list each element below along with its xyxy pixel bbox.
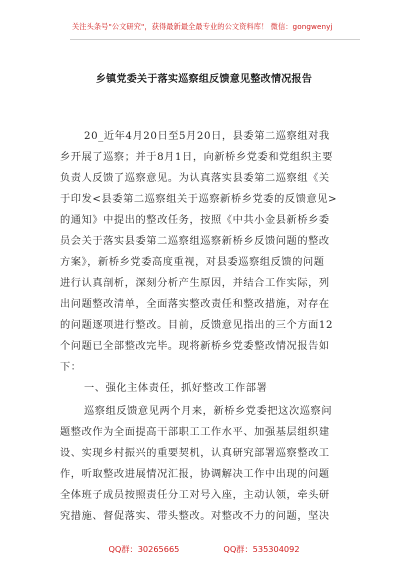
header-divider [70, 39, 360, 40]
paragraph-line-3: 负责人反馈了巡察意见。为认真落实县委第二巡察组《关 [60, 173, 330, 184]
paragraph-line-5: 的通知》中提出的整改任务，按照《中共小金县新桥乡委 [60, 215, 330, 226]
paragraph-line-12: 下： [60, 362, 82, 373]
qq-group-1: QQ群：30265665 [108, 544, 180, 554]
section-heading: 一、强化主体责任，抓好整改工作部署 [84, 383, 268, 394]
paragraph-line-11: 个问题已全部整改完毕。现将新桥乡党委整改情况报告如 [60, 341, 330, 352]
section-line-3: 设、实现乡村振兴的重要契机，认真研究部署巡察整改工 [60, 448, 330, 459]
paragraph-line-4: 于印发<县委第二巡察组关于巡察新桥乡党委的反馈意见> [60, 194, 338, 205]
paragraph-line-10: 的问题逐项进行整改。目前，反馈意见指出的三个方面12 [60, 320, 334, 331]
section-line-2: 题整改作为全面提高干部职工工作水平、加强基层组织建 [60, 427, 330, 438]
section-line-4: 作，听取整改进展情况汇报，协调解决工作中出现的问题 [60, 469, 330, 480]
qq-footer [0, 544, 408, 555]
qq-group-2: QQ群：535304092 [223, 544, 300, 554]
section-line-1: 巡察组反馈意见两个月来，新桥乡党委把这次巡察问 [84, 406, 333, 417]
section-line-5: 全体班子成员按照责任分工对号入座，主动认领，牵头研 [60, 490, 330, 501]
paragraph-line-7: 方案》，新桥乡党委高度重视，对县委巡察组反馈的问题 [60, 257, 325, 268]
paragraph-line-8: 进行认真剖析，深刻分析产生原因，并结合工作实际，列 [60, 278, 330, 289]
paragraph-line-6: 员会关于落实县委第二巡察组巡察新桥乡反馈问题的整改 [60, 236, 330, 247]
section-line-6: 究措施、督促落实、带头整改。对整改不力的问题，坚决 [60, 511, 330, 522]
document-title: 乡镇党委关于落实巡察组反馈意见整改情况报告 [95, 74, 313, 85]
paragraph-line-1: 20_近年4月20日至5月20日，县委第二巡察组对我 [84, 131, 330, 142]
promo-header-text: 关注头条号"公文研究"，获得最新最全最专业的公文资料库！ 微信：gongwenyj [72, 22, 333, 31]
paragraph-line-2: 乡开展了巡察；并于8月1日，向新桥乡党委和党组织主要 [60, 152, 334, 163]
paragraph-line-9: 出问题整改清单，全面落实整改责任和整改措施，对存在 [60, 299, 330, 310]
